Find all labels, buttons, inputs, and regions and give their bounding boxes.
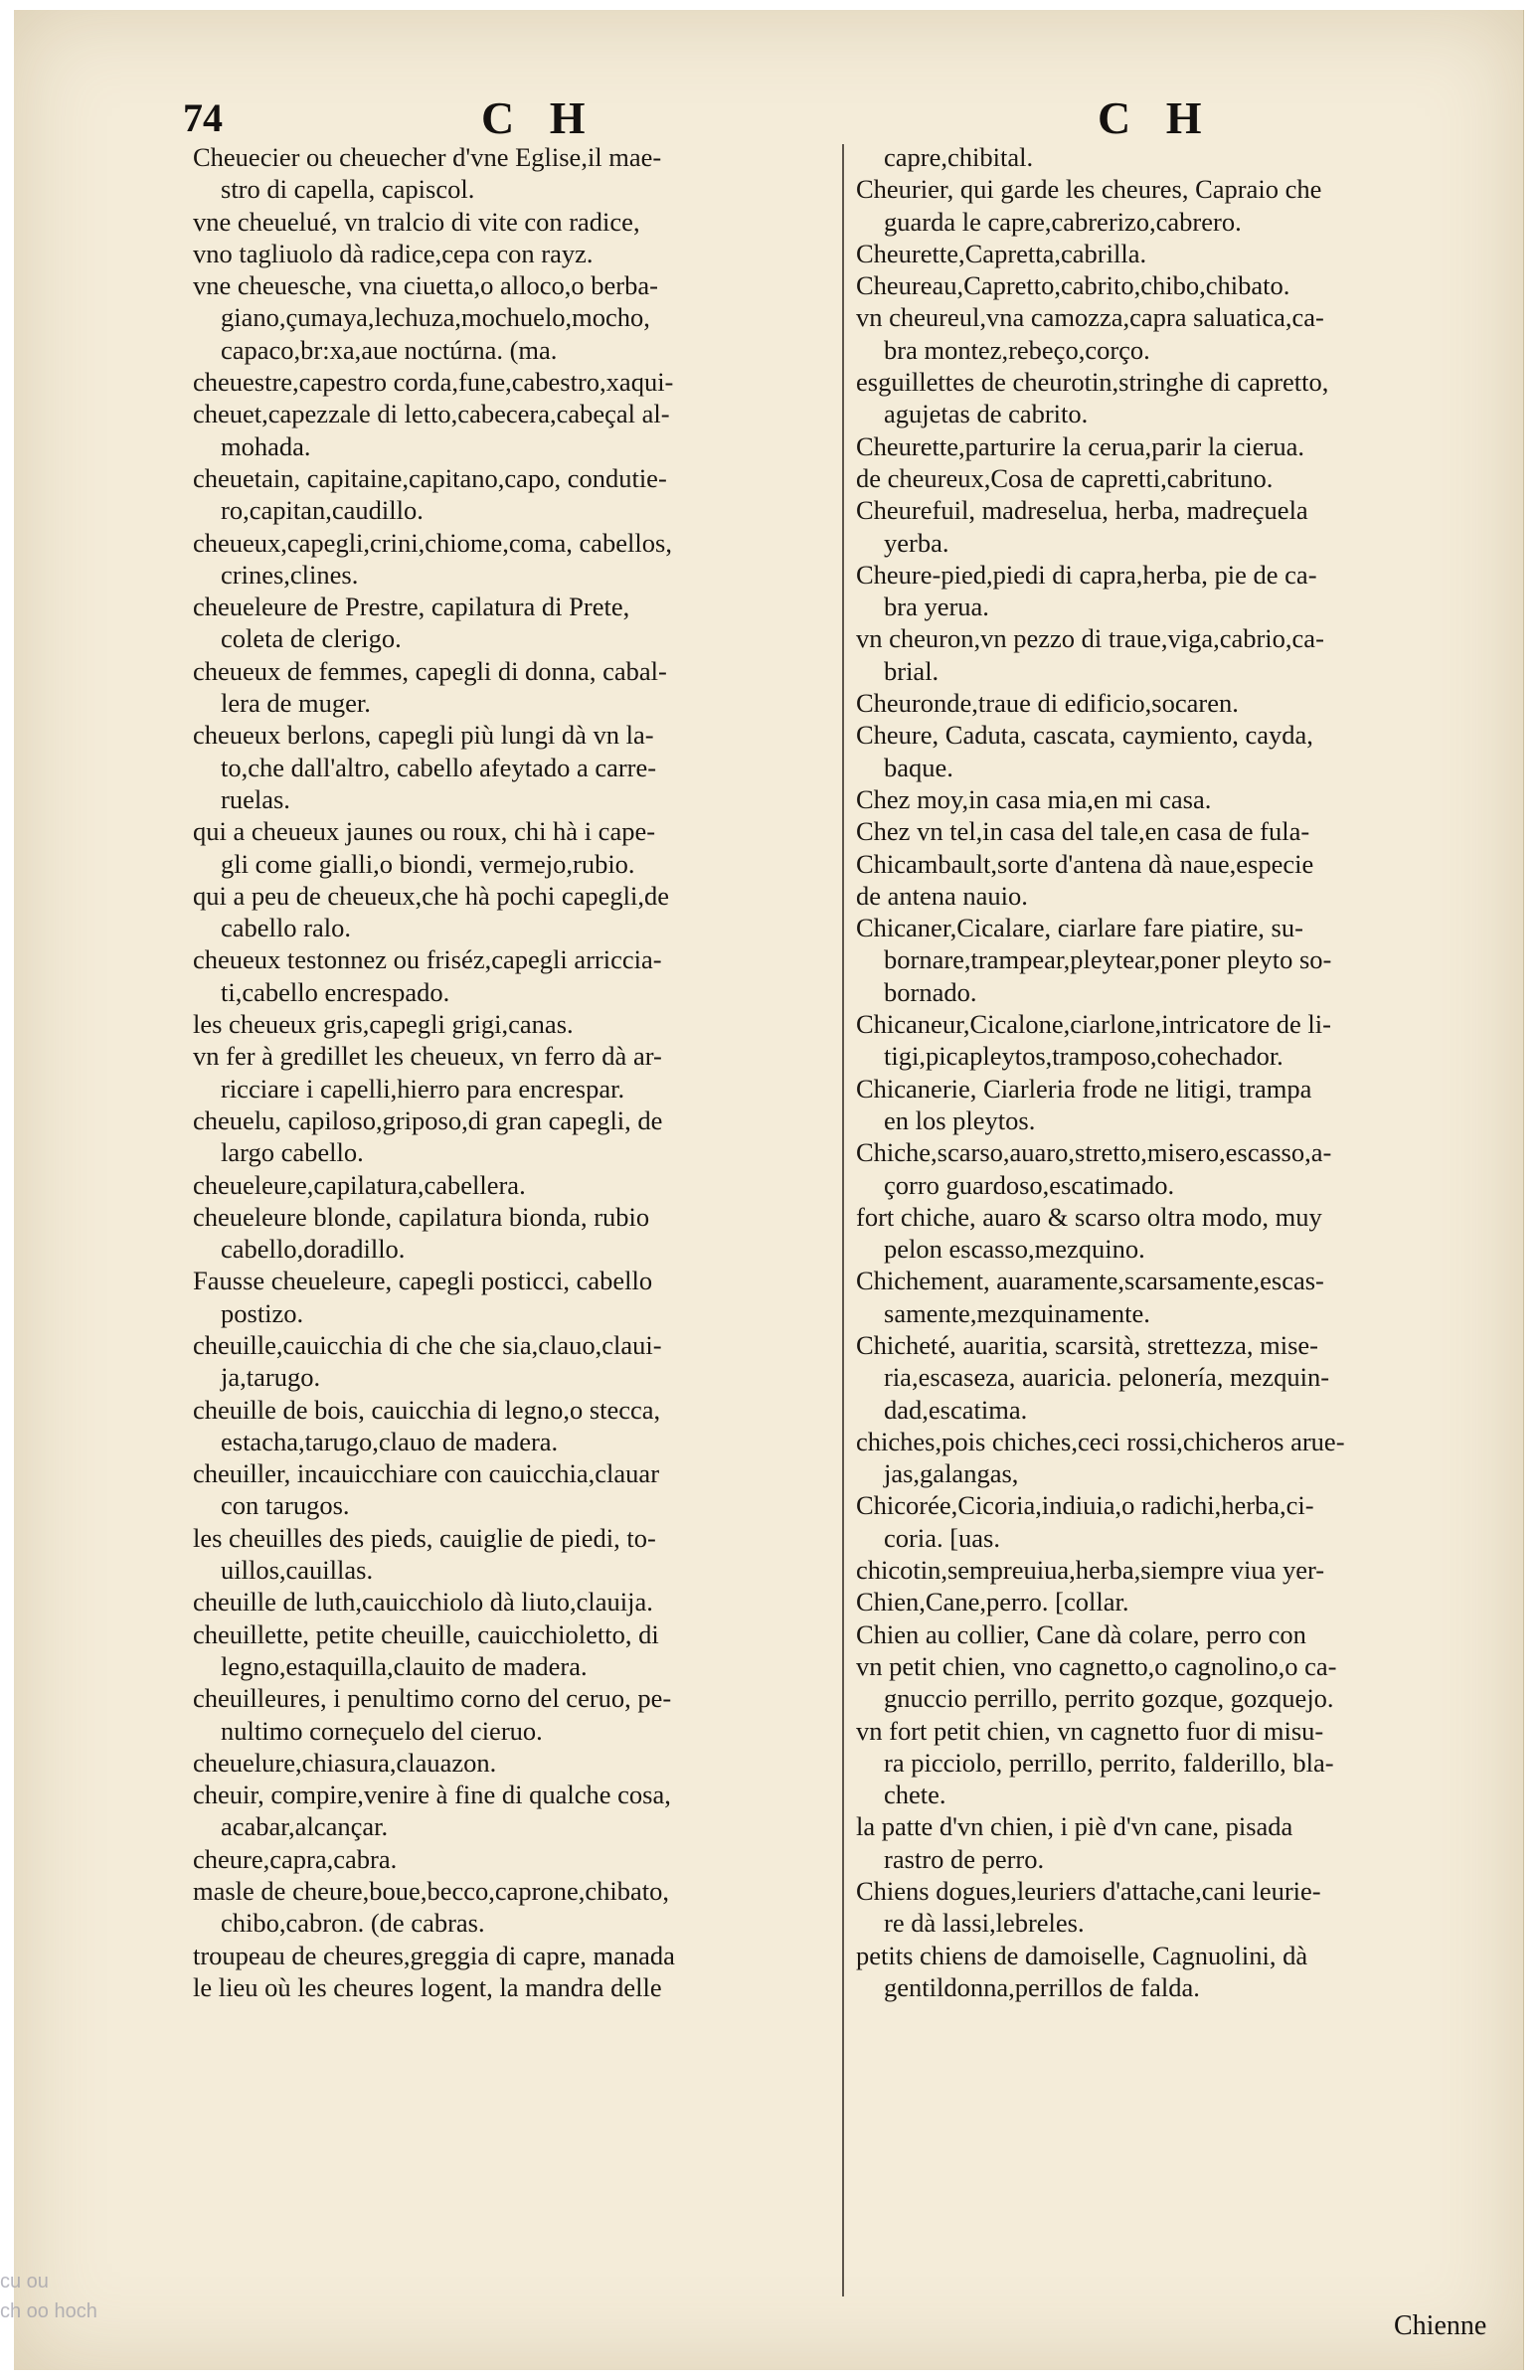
offset-line: cu ou <box>0 2271 49 2293</box>
entry-line: guarda le capre,cabrerizo,cabrero. <box>884 206 1242 237</box>
entry-line: cheueux de femmes, capegli di donna, cabal- <box>193 655 667 686</box>
left-column <box>193 141 839 2003</box>
entry-line: postizo. <box>221 1297 304 1328</box>
entry-line: cheuiller, incauicchiare con cauicchia,clauar <box>193 1458 660 1489</box>
entry-line: vne cheuelué, vn tralcio di vite con radice, <box>193 206 640 237</box>
catchword: Chienne <box>1394 2310 1487 2341</box>
entry-line: to,che dall'altro, cabello afeytado a carre- <box>221 752 657 782</box>
entry-line: legno,estaquilla,clauito de madera. <box>221 1650 588 1681</box>
entry-line: cabello,doradillo. <box>221 1234 406 1265</box>
entry-line: chicotin,sempreuiua,herba,siempre viua yer- <box>856 1555 1325 1586</box>
entry-line: Cheure, Caduta, cascata, caymiento, cayda, <box>856 720 1313 751</box>
entry-line: vn petit chien, vno cagnetto,o cagnolino,o ca- <box>856 1650 1337 1681</box>
entry-line: de cheureux,Cosa de capretti,cabrituno. <box>856 462 1274 493</box>
entry-line: cheuillette, petite cheuille, cauicchioletto, di <box>193 1618 659 1649</box>
entry-line: en los pleytos. <box>884 1105 1036 1135</box>
entry-line: yerba. <box>884 527 949 558</box>
entry-line: lera de muger. <box>221 688 371 719</box>
entry-line: bornado. <box>884 976 977 1007</box>
entry-line: cheuestre,capestro corda,fune,cabestro,xaqui- <box>193 367 674 398</box>
entry-line: largo cabello. <box>221 1137 364 1168</box>
entry-line: cheuilleures, i penultimo corno del ceruo, pe- <box>193 1683 672 1714</box>
entry-line: cheuet,capezzale di letto,cabecera,cabeçal al- <box>193 399 670 429</box>
entry-line: nultimo corneçuelo del cieruo. <box>221 1715 543 1746</box>
entry-line: ro,capitan,caudillo. <box>221 495 424 526</box>
entry-line: Chichement, auaramente,scarsamente,escas- <box>856 1266 1324 1296</box>
entry-line: capaco,br:xa,aue noctúrna. (ma. <box>221 334 558 365</box>
entry-line: Cheurier, qui garde les cheures, Capraio che <box>856 174 1322 205</box>
entry-line: vn fer à gredillet les cheueux, vn ferro dà ar- <box>193 1041 662 1072</box>
entry-line: le lieu où les cheures logent, la mandra delle <box>193 1971 662 2002</box>
entry-line: cheueleure de Prestre, capilatura di Prete, <box>193 592 630 622</box>
entry-line: cheure,capra,cabra. <box>193 1843 398 1874</box>
column-divider <box>842 144 844 2296</box>
entry-line: rastro de perro. <box>884 1843 1045 1874</box>
entry-line: Chicorée,Cicoria,indiuia,o radichi,herba,ci- <box>856 1490 1314 1521</box>
entry-line: Chicheté, auaritia, scarsità, strettezza, mise- <box>856 1329 1319 1360</box>
entry-line: ja,tarugo. <box>221 1362 321 1393</box>
entry-line: esguillettes de cheurotin,stringhe di capretto, <box>856 367 1329 398</box>
entry-line: cheuelu, capiloso,griposo,di gran capegli, de <box>193 1105 663 1135</box>
entry-line: Cheureau,Capretto,cabrito,chibo,chibato. <box>856 270 1290 301</box>
running-head-right: C H <box>1098 92 1214 143</box>
entry-line: Chicambault,sorte d'antena dà naue,especie <box>856 848 1314 879</box>
entry-line: cheuelure,chiasura,clauazon. <box>193 1747 497 1778</box>
entry-line: Chiche,scarso,auaro,stretto,misero,escasso,a- <box>856 1137 1332 1168</box>
running-head-left: C H <box>481 92 598 143</box>
entry-line: chete. <box>884 1780 946 1810</box>
page-number: 74 <box>183 95 223 140</box>
entry-line: troupeau de cheures,greggia di capre, manada <box>193 1940 675 1970</box>
right-column <box>856 141 1502 2003</box>
entry-line: giano,çumaya,lechuza,mochuelo,mocho, <box>221 302 650 333</box>
entry-line: Chien,Cane,perro. [collar. <box>856 1587 1129 1617</box>
entry-line: ricciare i capelli,hierro para encrespar. <box>221 1073 625 1104</box>
entry-line: vn fort petit chien, vn cagnetto fuor di misu- <box>856 1715 1324 1746</box>
book-page <box>14 10 1524 2370</box>
entry-line: cheueux testonnez ou friséz,capegli arriccia- <box>193 944 662 975</box>
entry-line: les cheuilles des pieds, cauiglie de piedi, to- <box>193 1522 656 1553</box>
entry-line: cheueleure blonde, capilatura bionda, rubio <box>193 1201 650 1232</box>
entry-line: jas,galangas, <box>884 1458 1019 1489</box>
entry-line: ria,escaseza, auaricia. pelonería, mezquin- <box>884 1362 1330 1393</box>
entry-line: tigi,picapleytos,tramposo,cohechador. <box>884 1041 1283 1072</box>
entry-line: cabello ralo. <box>221 913 351 943</box>
entry-line: chibo,cabron. (de cabras. <box>221 1908 485 1939</box>
entry-line: ra picciolo, perrillo, perrito, falderillo, bla- <box>884 1747 1334 1778</box>
entry-line: Cheurette,Capretta,cabrilla. <box>856 238 1147 268</box>
entry-line: chiches,pois chiches,ceci rossi,chicheros arue- <box>856 1426 1345 1456</box>
entry-line: acabar,alcançar. <box>221 1811 389 1842</box>
entry-line: cheuetain, capitaine,capitano,capo, condutie- <box>193 462 667 493</box>
entry-line: cheuir, compire,venire à fine di qualche cosa, <box>193 1780 671 1810</box>
entry-line: qui a cheueux jaunes ou roux, chi hà i cape- <box>193 816 656 847</box>
entry-line: coria. [uas. <box>884 1522 1000 1553</box>
entry-line: gli come gialli,o biondi, vermejo,rubio. <box>221 848 635 879</box>
entry-line: bra yerua. <box>884 592 989 622</box>
entry-line: Chicaner,Cicalare, ciarlare fare piatire, su- <box>856 913 1303 943</box>
entry-line: Cheurefuil, madreselua, herba, madreçuela <box>856 495 1308 526</box>
entry-line: cheuille de luth,cauicchiolo dà liuto,clauija. <box>193 1587 653 1617</box>
entry-line: petits chiens de damoiselle, Cagnuolini, dà <box>856 1940 1308 1970</box>
entry-line: Chicanerie, Ciarleria frode ne litigi, trampa <box>856 1073 1312 1104</box>
entry-line: capre,chibital. <box>884 142 1034 172</box>
entry-line: uillos,cauillas. <box>221 1555 374 1586</box>
entry-line: Chiens dogues,leuriers d'attache,cani leurie- <box>856 1876 1321 1907</box>
entry-line: cheuille,cauicchia di che che sia,clauo,claui- <box>193 1329 662 1360</box>
entry-line: vno tagliuolo dà radice,cepa con rayz. <box>193 238 594 268</box>
entry-line: bra montez,rebeço,corço. <box>884 334 1150 365</box>
entry-line: dad,escatima. <box>884 1394 1028 1425</box>
entry-line: Cheuecier ou cheuecher d'vne Eglise,il mae- <box>193 142 662 172</box>
entry-line: estacha,tarugo,clauo de madera. <box>221 1426 559 1456</box>
entry-line: coleta de clerigo. <box>221 623 402 654</box>
offset-text <box>0 2267 97 2326</box>
entry-line: vn cheuron,vn pezzo di traue,viga,cabrio,ca- <box>856 623 1324 654</box>
entry-line: re dà lassi,lebreles. <box>884 1908 1085 1939</box>
entry-line: cheueux berlons, capegli più lungi dà vn la- <box>193 720 654 751</box>
entry-line: Chez moy,in casa mia,en mi casa. <box>856 783 1212 814</box>
entry-line: Chez vn tel,in casa del tale,en casa de fula- <box>856 816 1310 847</box>
entry-line: ruelas. <box>221 783 290 814</box>
entry-line: mohada. <box>221 430 311 461</box>
entry-line: de antena nauio. <box>856 880 1028 911</box>
entry-line: pelon escasso,mezquino. <box>884 1234 1145 1265</box>
entry-line: çorro guardoso,escatimado. <box>884 1169 1175 1200</box>
entry-line: Chien au collier, Cane dà colare, perro con <box>856 1618 1306 1649</box>
entry-line: Fausse cheueleure, capegli posticci, cabello <box>193 1266 653 1296</box>
entry-line: baque. <box>884 752 953 782</box>
entry-line: Cheurette,parturire la cerua,parir la cierua. <box>856 430 1304 461</box>
entry-line: ti,cabello encrespado. <box>221 976 450 1007</box>
entry-line: brial. <box>884 655 940 686</box>
entry-line: masle de cheure,boue,becco,caprone,chibato, <box>193 1876 669 1907</box>
entry-line: agujetas de cabrito. <box>884 399 1089 429</box>
offset-line: ch oo hoch <box>0 2300 97 2322</box>
entry-line: samente,mezquinamente. <box>884 1297 1150 1328</box>
entry-line: cheueux,capegli,crini,chiome,coma, cabellos, <box>193 527 672 558</box>
entry-line: Chicaneur,Cicalone,ciarlone,intricatore de li- <box>856 1009 1331 1040</box>
entry-line: qui a peu de cheueux,che hà pochi capegli,de <box>193 880 669 911</box>
entry-line: fort chiche, auaro & scarso oltra modo, muy <box>856 1201 1322 1232</box>
entry-line: vne cheuesche, vna ciuetta,o alloco,o berba- <box>193 270 658 301</box>
entry-line: cheuille de bois, cauicchia di legno,o stecca, <box>193 1394 661 1425</box>
entry-line: gnuccio perrillo, perrito gozque, gozquejo. <box>884 1683 1334 1714</box>
entry-line: stro di capella, capiscol. <box>221 174 475 205</box>
entry-line: la patte d'vn chien, i piè d'vn cane, pisada <box>856 1811 1293 1842</box>
entry-line: Cheure-pied,piedi di capra,herba, pie de ca- <box>856 559 1317 590</box>
entry-line: bornare,trampear,pleytear,poner pleyto so- <box>884 944 1332 975</box>
entry-line: Cheuronde,traue di edificio,socaren. <box>856 688 1239 719</box>
entry-line: les cheueux gris,capegli grigi,canas. <box>193 1009 574 1040</box>
entry-line: gentildonna,perrillos de falda. <box>884 1971 1200 2002</box>
entry-line: vn cheureul,vna camozza,capra saluatica,ca- <box>856 302 1324 333</box>
entry-line: crines,clines. <box>221 559 359 590</box>
entry-line: con tarugos. <box>221 1490 350 1521</box>
entry-line: cheueleure,capilatura,cabellera. <box>193 1169 526 1200</box>
